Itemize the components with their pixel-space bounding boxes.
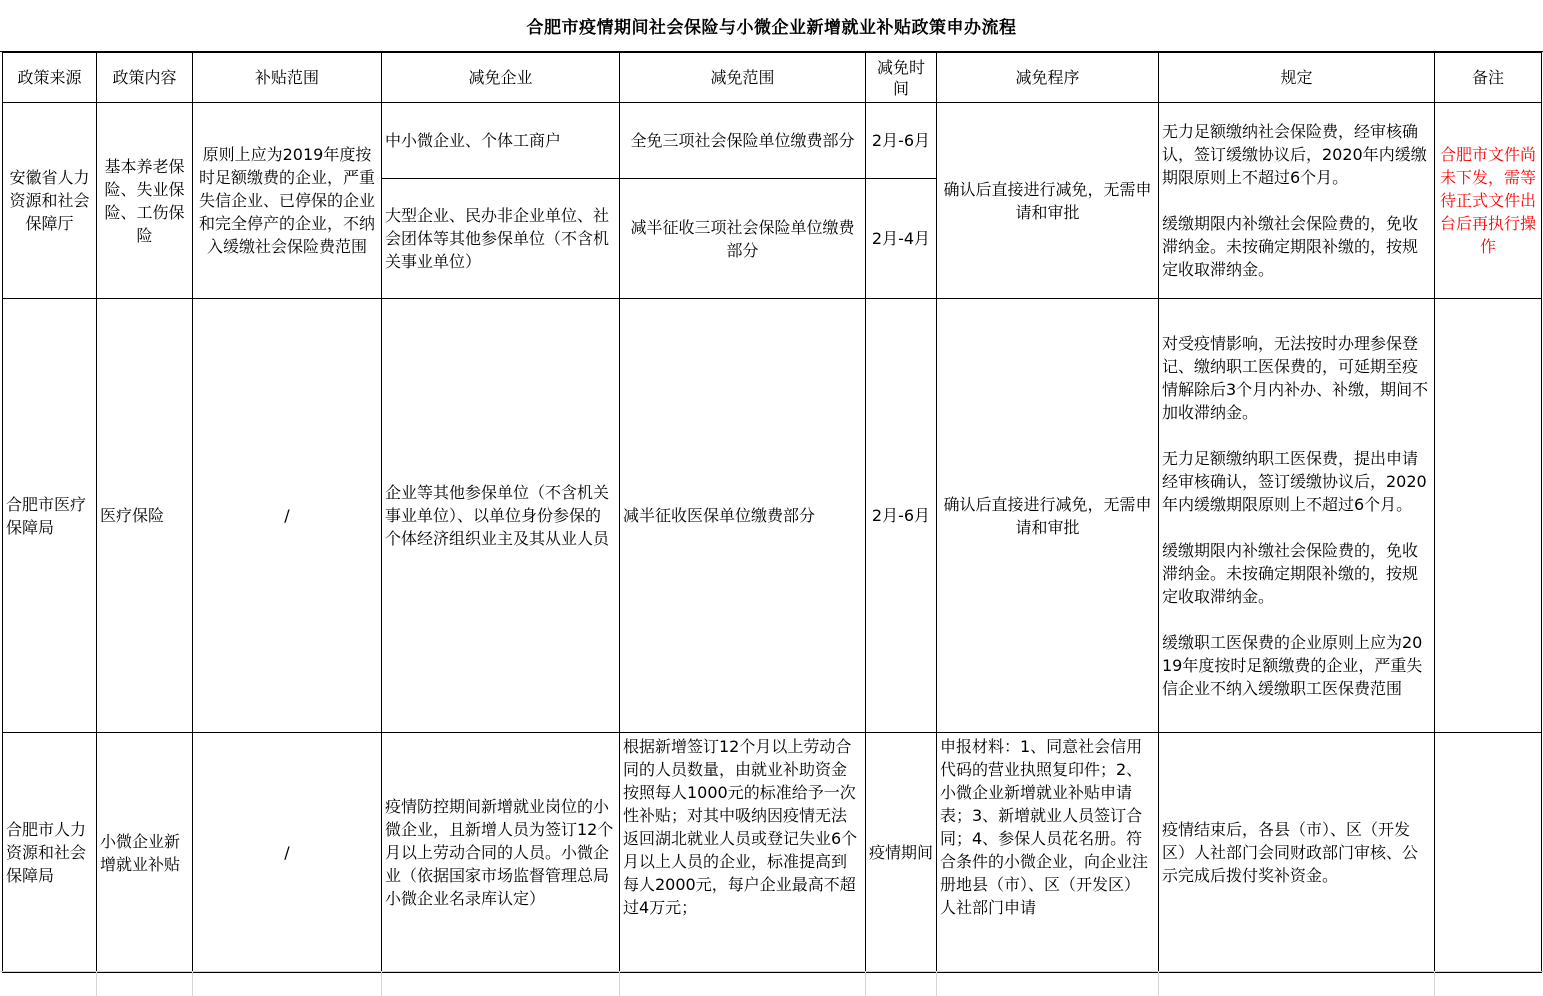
- rule-paragraph: 缓缴职工医保费的企业原则上应为2019年度按时足额缴费的企业，严重失信企业不纳入缓缴职工医保费范围: [1162, 632, 1423, 698]
- rule-paragraph: 缓缴期限内补缴社会保险费的，免收滞纳金。未按确定期限补缴的，按规定收取滞纳金。: [1162, 214, 1419, 279]
- policy-source-cell[interactable]: 安徽省人力资源和社会保障厅: [3, 103, 97, 299]
- enterprise-cell[interactable]: 中小微企业、个体工商户: [382, 103, 620, 179]
- rule-cell[interactable]: [1159, 299, 1435, 733]
- header-cell[interactable]: 减免时间: [866, 53, 937, 103]
- note-cell[interactable]: 合肥市文件尚未下发，需等待正式文件出台后再执行操作: [1435, 103, 1542, 299]
- table-row: [3, 733, 1542, 973]
- procedure-cell[interactable]: 确认后直接进行减免，无需申请和审批: [937, 299, 1159, 733]
- enterprise-cell[interactable]: 大型企业、民办非企业单位、社会团体等其他参保单位（不含机关事业单位）: [382, 179, 620, 299]
- rule-cell[interactable]: [1159, 103, 1435, 299]
- procedure-cell[interactable]: 申报材料：1、同意社会信用代码的营业执照复印件；2、小微企业新增就业补贴申请表；3、新增就业人员签订合同；4、参保人员花名册。符合条件的小微企业，向企业注册地县（市）、区（开发区）人社部门申请: [937, 733, 1159, 973]
- enterprise-cell[interactable]: 企业等其他参保单位（不含机关事业单位）、以单位身份参保的个体经济组织业主及其从业人员: [382, 299, 620, 733]
- time-cell[interactable]: 2月-4月: [866, 179, 937, 299]
- table-row: [3, 299, 1542, 733]
- header-cell[interactable]: 政策内容: [97, 53, 193, 103]
- rule-paragraph: 对受疫情影响，无法按时办理参保登记、缴纳职工医保费的，可延期至疫情解除后3个月内补办、补缴，期间不加收滞纳金。: [1162, 333, 1429, 422]
- subsidy-scope-cell[interactable]: 原则上应为2019年度按时足额缴费的企业，严重失信企业、已停保的企业和完全停产的企业，不纳入缓缴社会保险费范围: [193, 103, 382, 299]
- header-row: [3, 53, 1542, 103]
- note-cell[interactable]: [1435, 299, 1542, 733]
- procedure-cell[interactable]: 确认后直接进行减免，无需申请和审批: [937, 103, 1159, 299]
- header-cell[interactable]: 补贴范围: [193, 53, 382, 103]
- table-row: [3, 103, 1542, 179]
- enterprise-cell[interactable]: 疫情防控期间新增就业岗位的小微企业，且新增人员为签订12个月以上劳动合同的人员。小微企业（依据国家市场监督管理总局小微企业名录库认定）: [382, 733, 620, 973]
- header-cell[interactable]: 减免范围: [620, 53, 866, 103]
- time-cell[interactable]: 疫情期间: [866, 733, 937, 973]
- policy-source-cell[interactable]: 合肥市医疗保障局: [3, 299, 97, 733]
- subsidy-scope-cell[interactable]: /: [193, 299, 382, 733]
- rule-paragraph: 无力足额缴纳职工医保费，提出申请经审核确认，签订缓缴协议后，2020年内缓缴期限原则上不超过6个月。: [1162, 448, 1427, 514]
- policy-content-cell[interactable]: 医疗保险: [97, 299, 193, 733]
- policy-source-cell[interactable]: 合肥市人力资源和社会保障局: [3, 733, 97, 973]
- time-cell[interactable]: 2月-6月: [866, 299, 937, 733]
- time-cell[interactable]: 2月-6月: [866, 103, 937, 179]
- policy-table: [2, 52, 1542, 973]
- rule-paragraph: 缓缴期限内补缴社会保险费的，免收滞纳金。未按确定期限补缴的，按规定收取滞纳金。: [1162, 540, 1419, 606]
- policy-content-cell[interactable]: 小微企业新增就业补贴: [97, 733, 193, 973]
- subsidy-scope-cell[interactable]: /: [193, 733, 382, 973]
- range-cell[interactable]: 减半征收三项社会保险单位缴费部分: [620, 179, 866, 299]
- range-cell[interactable]: 全免三项社会保险单位缴费部分: [620, 103, 866, 179]
- rule-cell[interactable]: 疫情结束后，各县（市）、区（开发区）人社部门会同财政部门审核、公示完成后拨付奖补资金。: [1159, 733, 1435, 973]
- header-cell[interactable]: 减免程序: [937, 53, 1159, 103]
- range-cell[interactable]: 根据新增签订12个月以上劳动合同的人员数量，由就业补助资金按照每人1000元的标准给予一次性补贴；对其中吸纳因疫情无法返回湖北就业人员或登记失业6个月以上人员的企业，标准提高到每人2000元，每户企业最高不超过4万元；: [620, 733, 866, 973]
- policy-content-cell[interactable]: 基本养老保险、失业保险、工伤保险: [97, 103, 193, 299]
- note-cell[interactable]: [1435, 733, 1542, 973]
- header-cell[interactable]: 政策来源: [3, 53, 97, 103]
- header-cell[interactable]: 规定: [1159, 53, 1435, 103]
- empty-row: [0, 971, 1543, 996]
- header-cell[interactable]: 减免企业: [382, 53, 620, 103]
- sheet-title: 合肥市疫情期间社会保险与小微企业新增就业补贴政策申办流程: [0, 0, 1543, 52]
- header-cell[interactable]: 备注: [1435, 53, 1542, 103]
- range-cell[interactable]: 减半征收医保单位缴费部分: [620, 299, 866, 733]
- rule-paragraph: 无力足额缴纳社会保险费，经审核确认，签订缓缴协议后，2020年内缓缴期限原则上不超过6个月。: [1162, 122, 1427, 187]
